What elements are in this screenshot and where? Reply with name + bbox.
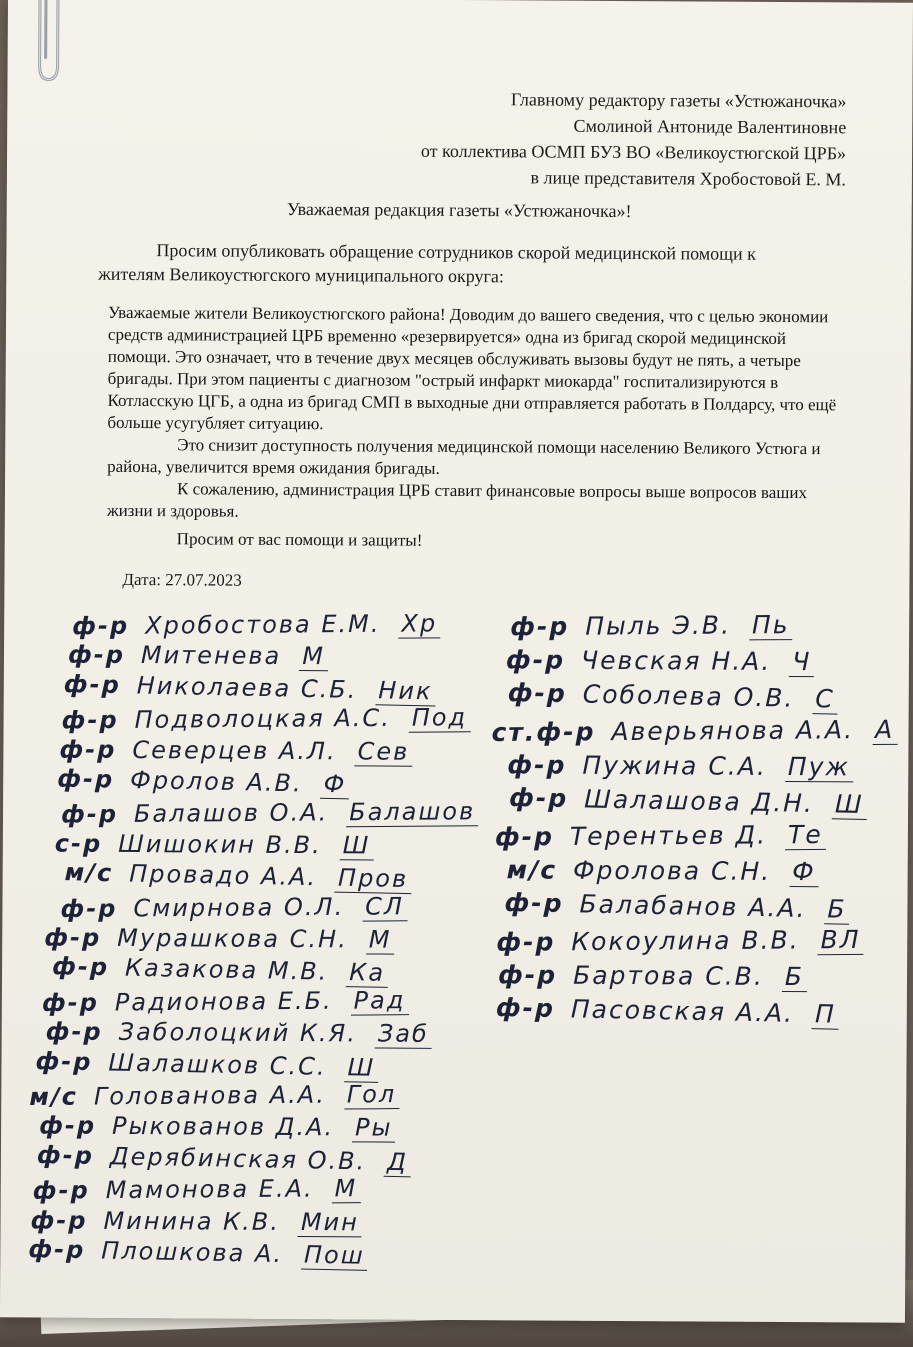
signature-mark: М (331, 1174, 360, 1203)
signature-role: ф-р (67, 641, 126, 670)
signature-role: м/с (29, 1082, 79, 1111)
signature-role: ф-р (72, 611, 130, 641)
signature-role: ф-р (32, 1176, 90, 1205)
signature-role: ф-р (30, 1205, 88, 1235)
signature-mark: СЛ (362, 892, 407, 921)
signature-role: ст.ф-р (491, 717, 596, 748)
signature-mark: С (812, 684, 838, 715)
signature-row (61, 703, 470, 735)
signature-mark: Ш (344, 1053, 378, 1083)
signature-mark: Пош (301, 1240, 368, 1270)
signature-mark: Ка (346, 958, 388, 988)
signature-row (498, 960, 807, 992)
signature-mark: Пь (749, 610, 793, 640)
signature-name: Минина К.В. (103, 1206, 280, 1236)
signature-role: ф-р (60, 800, 119, 829)
sender-line: от коллектива ОСМП БУЗ ВО «Великоустюгской ЦРБ» (420, 140, 847, 164)
signature-name: Бартова С.В. (573, 960, 764, 991)
signature-role: ф-р (510, 611, 570, 642)
signature-role: ф-р (39, 1111, 97, 1141)
addressee-line: Смолиной Антониде Валентиновне (573, 115, 847, 138)
signature-role: ф-р (41, 988, 99, 1017)
signature-name: Балабанов А.А. (579, 889, 807, 923)
signature-row (42, 986, 409, 1018)
appeal-paragraph: Уважаемые жители Великоустюгского района! Доводим до вашего сведения, что с целью экономии средств администрацией ЦРБ временно «резервируется» одна из бригад скорой медицинской помощи. Это означает, что в течение двух месяцев обслуживать вызовы будут не пять, а четыре бригады. При этом пациенты с диагнозом "острый инфаркт миокарда" госпитализируются в Котласскую ЦГБ, а одна из бригад СМП в выходные дни отправляется работать в Полдарсу, что ещё больше усугубляет ситуацию. (107, 302, 837, 434)
signature-name: Провадо А.А. (129, 859, 318, 892)
signature-row (496, 993, 840, 1030)
signature-name: Николаева С.Б. (136, 671, 358, 704)
signature-row (33, 1174, 361, 1206)
signature-role: ф-р (497, 960, 558, 990)
appeal-paragraph: Это снизит доступность получения медицинской помощи населению Великого Устюга и района, увеличится время ожидания бригады. (107, 435, 821, 478)
signature-row (507, 855, 819, 887)
signature-role: ф-р (504, 887, 564, 919)
signature-mark: Ф (789, 857, 819, 887)
signature-mark: Ник (375, 676, 436, 706)
signature-mark: Ры (352, 1114, 396, 1143)
signature-name: Терентьев Д. (569, 820, 768, 851)
signature-role: ф-р (494, 822, 555, 852)
signature-name: Аверьянова А.А. (611, 715, 855, 747)
signature-mark: А (872, 715, 897, 745)
signature-name: Мурашкова С.Н. (117, 923, 348, 954)
addressee-line: Главному редактору газеты «Устюжаночка» (510, 89, 847, 112)
signature-mark: Под (409, 703, 471, 732)
signature-mark: Пров (335, 864, 412, 895)
signature-row (46, 1018, 432, 1049)
addressee-block (421, 86, 847, 193)
signature-row (52, 953, 389, 989)
signature-mark: Ш (832, 789, 867, 820)
signature-row (57, 765, 350, 800)
signature-role: ф-р (496, 927, 556, 957)
signature-role: ф-р (495, 992, 556, 1024)
signature-name: Северцев А.Л. (132, 735, 337, 765)
signature-name: Фролова С.Н. (572, 855, 772, 886)
signature-row (39, 1112, 396, 1143)
signature-row (60, 892, 407, 924)
signature-name: Заболоцкий К.Я. (118, 1018, 357, 1048)
signature-row (491, 715, 897, 748)
signature-role: ф-р (45, 1017, 103, 1047)
signature-name: Шалашова Д.Н. (583, 784, 815, 818)
signature-row (28, 1235, 368, 1271)
signature-row (506, 645, 815, 677)
signature-mark: Заб (375, 1020, 432, 1049)
signature-mark: М (366, 925, 395, 954)
signature-role: ф-р (28, 1235, 86, 1265)
signature-name: Чевская Н.А. (580, 645, 772, 676)
signature-row (68, 641, 328, 672)
salutation: Уважаемая редакция газеты «Устюжаночка»! (286, 198, 632, 222)
signature-row (495, 820, 826, 853)
signature-mark: Сев (355, 737, 413, 766)
signature-name: Радионова Е.Б. (114, 986, 333, 1017)
request-line: жителям Великоустюгского муниципального округа: (98, 263, 504, 287)
signature-name: Хробостова Е.М. (145, 609, 381, 640)
signature-role: ф-р (61, 706, 119, 735)
signature-mark: Хр (398, 609, 440, 638)
signature-name: Голованова А.А. (93, 1080, 326, 1111)
signature-role: м/с (506, 855, 558, 885)
signature-name: Казакова М.В. (124, 954, 329, 987)
signature-role: с-р (54, 829, 103, 858)
signature-name: Смирнова О.Л. (133, 892, 345, 923)
signature-mark: Ш (340, 831, 374, 860)
appeal-closing: Просим от вас помощи и защиты! (176, 529, 423, 550)
appeal-text (107, 302, 844, 554)
signature-role: ф-р (59, 735, 117, 764)
signature-name: Фролов А.В. (129, 765, 303, 798)
signature-role: ф-р (60, 894, 118, 923)
signature-mark: Пуж (785, 752, 853, 782)
signature-role: ф-р (44, 923, 102, 952)
signature-name: Подволоцкая А.С. (134, 704, 391, 735)
signature-mark: Мин (298, 1208, 362, 1237)
signature-role: м/с (64, 858, 114, 888)
signature-row (61, 798, 478, 830)
signature-mark: Рад (351, 986, 409, 1015)
signature-mark: Гол (344, 1080, 400, 1109)
signature-row (507, 750, 853, 782)
letter-date: Дата: 27.07.2023 (122, 569, 242, 590)
signature-mark: Ф (320, 770, 349, 800)
signature-name: Плошкова А. (101, 1236, 284, 1269)
signature-mark: Б (824, 894, 850, 924)
signature-role: ф-р (508, 782, 569, 813)
signature-name: Шишокин В.В. (118, 829, 322, 859)
signature-row (504, 888, 850, 925)
signature-name: Кокоулина В.В. (571, 925, 800, 957)
signature-name: Митенева (140, 641, 282, 671)
signature-role: ф-р (36, 1140, 95, 1170)
signature-row (55, 829, 374, 860)
signature-row (510, 610, 793, 642)
signature-mark: Балашов (346, 798, 478, 828)
signature-name: Пужина С.А. (582, 750, 767, 781)
signature-row (59, 735, 412, 766)
signature-role: ф-р (507, 678, 568, 709)
signature-row (64, 858, 411, 894)
signature-name: Рыкованов Д.А. (111, 1112, 335, 1142)
signature-name: Пыль Э.В. (585, 610, 732, 641)
signature-mark: Те (785, 820, 826, 850)
signature-role: ф-р (507, 750, 567, 780)
signature-role: ф-р (51, 952, 110, 982)
appeal-paragraph: К сожалению, администрация ЦРБ ставит финансовые вопросы выше вопросов ваших жизни и здоровья. (106, 479, 808, 521)
signature-row (496, 925, 864, 958)
signature-name: Шалашков С.С. (108, 1048, 327, 1081)
signature-mark: П (812, 999, 839, 1030)
signature-row (509, 783, 867, 820)
signature-row (72, 609, 440, 641)
signature-role: ф-р (63, 669, 122, 699)
signature-role: ф-р (35, 1046, 93, 1076)
request-paragraph (98, 238, 818, 290)
sender-line: в лице представителя Хробостовой Е. М. (530, 167, 846, 190)
signature-mark: Ч (789, 647, 814, 677)
signature-name: Дерябинская О.В. (109, 1142, 367, 1176)
signature-name: Балашов О.А. (133, 798, 329, 829)
signature-name: Мамонова Е.А. (105, 1174, 314, 1205)
signature-row (44, 923, 394, 954)
signature-mark: Б (782, 962, 807, 992)
paperclip-icon (29, 0, 64, 84)
signature-row (507, 678, 838, 715)
signature-name: Соболева О.В. (582, 679, 795, 713)
signature-mark: Д (384, 1148, 411, 1178)
signature-row (37, 1141, 412, 1178)
signature-row (35, 1047, 378, 1083)
signature-role: ф-р (56, 764, 115, 794)
signature-mark: ВЛ (817, 925, 863, 955)
signature-row (29, 1080, 399, 1112)
signature-row (64, 670, 436, 706)
signature-role: ф-р (505, 645, 566, 675)
signature-mark: М (299, 642, 328, 671)
signature-row (30, 1206, 362, 1237)
request-line: Просим опубликовать обращение сотрудников скорой медицинской помощи к (156, 240, 757, 264)
signature-name: Пасовская А.А. (570, 994, 795, 1028)
